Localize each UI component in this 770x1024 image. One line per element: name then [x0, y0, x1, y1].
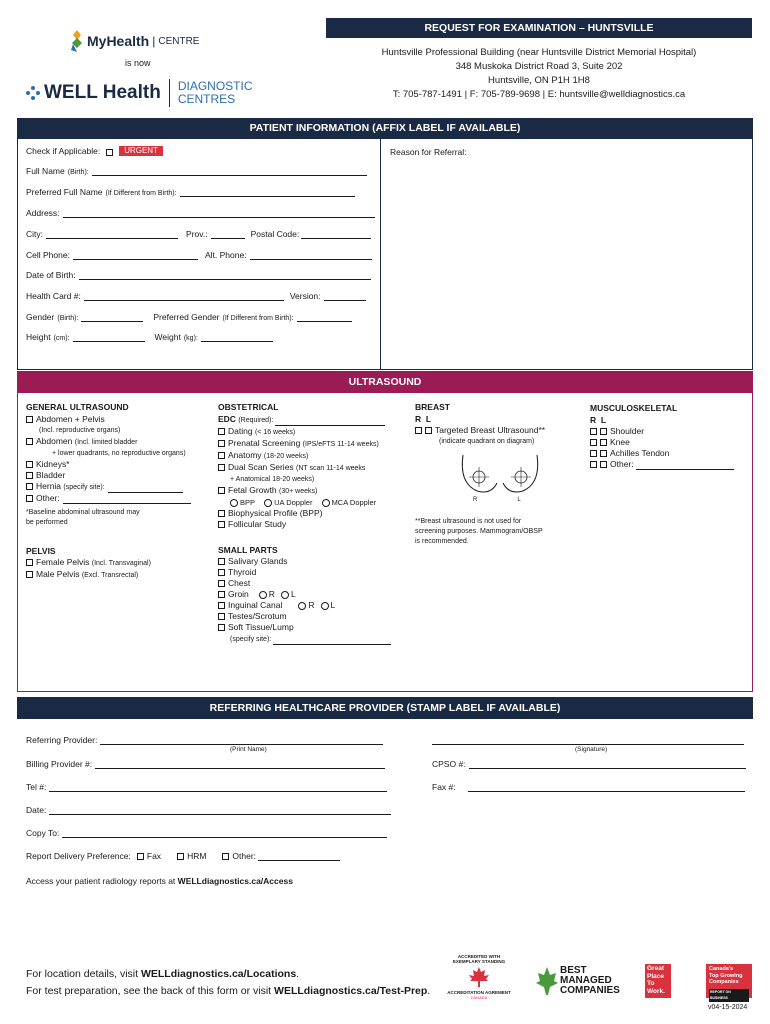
date-label: Date:	[26, 805, 47, 815]
groin-l-radio[interactable]	[281, 591, 289, 599]
msk-heading: MUSCULOSKELETAL	[590, 403, 678, 413]
male-pelvis-checkbox[interactable]	[26, 571, 33, 578]
myhealth-suffix: CENTRE	[158, 35, 200, 47]
cpso-field[interactable]	[469, 759, 746, 769]
small-parts-heading: SMALL PARTS	[218, 545, 278, 555]
cell-phone-label: Cell Phone:	[26, 250, 70, 260]
signature-caption: (Signature)	[575, 746, 608, 753]
gender-label: Gender	[26, 312, 55, 322]
testes-checkbox[interactable]	[218, 613, 225, 620]
msk-other-l-checkbox[interactable]	[600, 461, 607, 468]
is-now-text: is now	[125, 58, 151, 68]
alt-phone-label: Alt. Phone:	[204, 250, 247, 260]
prov-field[interactable]	[211, 229, 245, 239]
myhealth-logo: MyHealth | CENTRE	[70, 28, 210, 54]
breast-heading: BREAST	[415, 402, 450, 412]
billing-provider-label: Billing Provider #:	[26, 759, 93, 769]
msk-other-r-checkbox[interactable]	[590, 461, 597, 468]
version-field[interactable]	[324, 291, 366, 301]
tel-field[interactable]	[49, 782, 387, 792]
achilles-r-checkbox[interactable]	[590, 450, 597, 457]
pelvis-heading: PELVIS	[26, 546, 56, 556]
locations-link[interactable]: WELLdiagnostics.ca/Locations	[140, 968, 297, 980]
female-pelvis-checkbox[interactable]	[26, 559, 33, 566]
check-if-label: Check if Applicable:	[26, 146, 101, 156]
form-version: v04-15-2024	[708, 1004, 748, 1011]
fetal-growth-checkbox[interactable]	[218, 487, 225, 494]
chest-checkbox[interactable]	[218, 580, 225, 587]
salivary-checkbox[interactable]	[218, 558, 225, 565]
inguinal-checkbox[interactable]	[218, 602, 225, 609]
pref-gender-field[interactable]	[297, 312, 352, 322]
full-name-field[interactable]	[92, 166, 367, 176]
diagram-l-label: L	[517, 497, 521, 503]
general-other-field[interactable]	[63, 494, 191, 504]
preferred-name-field[interactable]	[180, 187, 355, 197]
hernia-checkbox[interactable]	[26, 483, 33, 490]
abdomen-checkbox[interactable]	[26, 438, 33, 445]
clinic-address	[326, 46, 752, 102]
knee-l-checkbox[interactable]	[600, 439, 607, 446]
shoulder-l-checkbox[interactable]	[600, 428, 607, 435]
dob-label: Date of Birth:	[26, 270, 76, 280]
anatomy-checkbox[interactable]	[218, 452, 225, 459]
abd-pelvis-checkbox[interactable]	[26, 416, 33, 423]
bladder-checkbox[interactable]	[26, 472, 33, 479]
shoulder-r-checkbox[interactable]	[590, 428, 597, 435]
date-field[interactable]	[49, 805, 391, 815]
delivery-other-checkbox[interactable]	[222, 853, 229, 860]
delivery-other-field[interactable]	[258, 851, 340, 861]
form-title-bar	[326, 18, 752, 38]
postal-field[interactable]	[301, 229, 371, 239]
best-managed-leaf-icon	[536, 966, 558, 996]
follicular-checkbox[interactable]	[218, 521, 225, 528]
cell-phone-field[interactable]	[73, 250, 198, 260]
myhealth-brand: MyHealth	[87, 33, 150, 49]
diagnostic-word: DIAGNOSTIC	[177, 79, 253, 93]
breast-diagram[interactable]	[455, 453, 545, 497]
soft-tissue-checkbox[interactable]	[218, 624, 225, 631]
postal-label: Postal Code:	[250, 229, 300, 239]
bpp-radio[interactable]	[230, 499, 238, 507]
small-parts-section: SMALL PARTS Salivary Glands Thyroid Chest Groin R L Inguinal Canal R L Testes/Scrotum Soft Tissue/Lump (specify site):	[218, 545, 408, 645]
groin-r-radio[interactable]	[259, 591, 267, 599]
billing-provider-field[interactable]	[95, 759, 385, 769]
biophysical-checkbox[interactable]	[218, 510, 225, 517]
best-managed-badge: BEST MANAGED COMPANIES	[536, 962, 620, 1000]
edc-field[interactable]	[275, 416, 385, 426]
cpso-label: CPSO #:	[432, 759, 466, 769]
address-line: Huntsville Professional Building (near Huntsville District Memorial Hospital)	[381, 47, 697, 58]
msk-section: MUSCULOSKELETAL R L Shoulder Knee Achilles Tendon Other:	[590, 403, 750, 470]
signature-field[interactable]	[432, 735, 744, 745]
inguinal-r-radio[interactable]	[298, 602, 306, 610]
pelvis-section: PELVIS Female Pelvis (Incl. Transvaginal) Male Pelvis (Excl. Transrectal)	[26, 546, 211, 581]
print-name-caption: (Print Name)	[230, 746, 267, 753]
height-field[interactable]	[73, 332, 145, 342]
breast-section: BREAST R L Targeted Breast Ultrasound** (indicate quadrant on diagram) R L **Breast ultrasound is not used for screening purposes. Mammogram/OBSP is recommended.	[415, 402, 585, 547]
dating-checkbox[interactable]	[218, 428, 225, 435]
ultrasound-bar	[17, 371, 753, 392]
well-health-logo	[26, 78, 256, 108]
ultrasound-title: ULTRASOUND	[348, 375, 422, 388]
dual-scan-checkbox[interactable]	[218, 464, 225, 471]
reason-referral-field[interactable]	[385, 158, 747, 366]
fax-field[interactable]	[468, 782, 745, 792]
provider-bar	[17, 697, 753, 719]
referring-provider-label: Referring Provider:	[26, 735, 98, 745]
urgent-checkbox[interactable]	[106, 149, 113, 156]
pref-gender-label: Preferred Gender	[153, 312, 220, 322]
patient-info-bar	[17, 118, 753, 138]
delivery-hrm-checkbox[interactable]	[177, 853, 184, 860]
gender-field[interactable]	[81, 312, 143, 322]
test-prep-link[interactable]: WELLdiagnostics.ca/Test-Prep	[274, 985, 428, 997]
tel-label: Tel #:	[26, 782, 47, 792]
hernia-site-field[interactable]	[108, 483, 183, 493]
patient-info-title: PATIENT INFORMATION (AFFIX LABEL IF AVAILABLE)	[249, 122, 521, 134]
mca-doppler-radio[interactable]	[322, 499, 330, 507]
address-line: 348 Muskoka District Road 3, Suite 202	[455, 61, 623, 72]
form-title: REQUEST FOR EXAMINATION – HUNTSVILLE	[424, 22, 654, 34]
fax-label: Fax #:	[432, 782, 456, 792]
provider-title: REFERRING HEALTHCARE PROVIDER (STAMP LABEL IF AVAILABLE)	[209, 702, 561, 714]
city-field[interactable]	[46, 229, 178, 239]
access-reports-text: Access your patient radiology reports at WELLdiagnostics.ca/Access	[26, 876, 293, 886]
prenatal-checkbox[interactable]	[218, 440, 225, 447]
breast-r-checkbox[interactable]	[415, 427, 422, 434]
health-card-label: Health Card #:	[26, 291, 81, 301]
alt-phone-field[interactable]	[250, 250, 372, 260]
health-card-field[interactable]	[84, 291, 284, 301]
obstetrical-heading: OBSTETRICAL	[218, 402, 279, 412]
well-health-brand: WELL Health	[44, 82, 161, 103]
referring-provider-field[interactable]	[100, 735, 383, 745]
delivery-pref-label: Report Delivery Preference:	[26, 851, 131, 861]
groin-checkbox[interactable]	[218, 591, 225, 598]
footer-text: For location details, visit WELLdiagnostics.ca/Locations. For test preparation, see the back of this form or visit WELLdiagnostics.ca/Test-Prep.	[26, 968, 431, 997]
reason-referral-label: Reason for Referral:	[390, 147, 467, 157]
achilles-l-checkbox[interactable]	[600, 450, 607, 457]
version-label: Version:	[289, 291, 321, 301]
copy-to-label: Copy To:	[26, 828, 60, 838]
address-field[interactable]	[63, 208, 375, 218]
copy-to-field[interactable]	[62, 828, 387, 838]
knee-r-checkbox[interactable]	[590, 439, 597, 446]
maple-leaf-icon	[467, 966, 491, 988]
ua-doppler-radio[interactable]	[264, 499, 272, 507]
preferred-name-label: Preferred Full Name	[26, 187, 103, 197]
urgent-badge: URGENT	[119, 146, 163, 156]
myhealth-logo-icon	[70, 30, 84, 52]
city-label: City:	[26, 229, 43, 239]
dob-field[interactable]	[79, 270, 371, 280]
centres-word: CENTRES	[177, 92, 236, 106]
prov-label: Prov.:	[186, 229, 208, 239]
address-line: Huntsville, ON P1H 1H8	[488, 75, 590, 86]
weight-label: Weight	[154, 332, 181, 342]
diagram-r-label: R	[473, 497, 478, 503]
height-label: Height	[26, 332, 51, 342]
well-health-logo-icon	[26, 86, 40, 100]
general-other-checkbox[interactable]	[26, 495, 33, 502]
address-label: Address:	[26, 208, 60, 218]
full-name-label: Full Name	[26, 166, 65, 176]
thyroid-checkbox[interactable]	[218, 569, 225, 576]
general-ultrasound-heading: GENERAL ULTRASOUND	[26, 402, 129, 412]
top-growing-badge: Canada's Top Growing Companies REPORT ON BUSINESS	[706, 964, 752, 998]
breast-l-checkbox[interactable]	[425, 427, 432, 434]
access-reports-link[interactable]: WELLdiagnostics.ca/Access	[177, 876, 293, 886]
inguinal-l-radio[interactable]	[321, 602, 329, 610]
general-ultrasound-section: GENERAL ULTRASOUND Abdomen + Pelvis (Incl. reproductive organs) Abdomen (Incl. limited bladder + lower quadrants, no reproductive organs) Kidneys* Bladder Hernia (specify site): Other: *Baseline abdominal ultrasound may be performed	[26, 402, 211, 528]
delivery-fax-checkbox[interactable]	[137, 853, 144, 860]
soft-tissue-site-field[interactable]	[273, 635, 391, 645]
obstetrical-section: OBSTETRICAL EDC (Required): Dating (< 16 weeks) Prenatal Screening (IPS/eFTS 11-14 weeks) Anatomy (18-20 weeks) Dual Scan Series (NT scan 11-14 weeks + Anatomical 18-20 weeks) Fetal Growth (30+ weeks) BPP UA Doppler MCA Doppler Biophysical Profile (BPP) Follicular Study	[218, 402, 408, 530]
msk-other-field[interactable]	[636, 460, 734, 470]
address-line: T: 705-787-1491 | F: 705-789-9698 | E: huntsville@welldiagnostics.ca	[392, 89, 686, 100]
kidneys-checkbox[interactable]	[26, 461, 33, 468]
accreditation-badge: ACCREDITED WITH EXEMPLARY STANDING ACCREDITATION AGREMENT CANADA	[447, 954, 511, 1000]
weight-field[interactable]	[201, 332, 273, 342]
great-place-badge: Great Place To Work.	[645, 964, 671, 998]
